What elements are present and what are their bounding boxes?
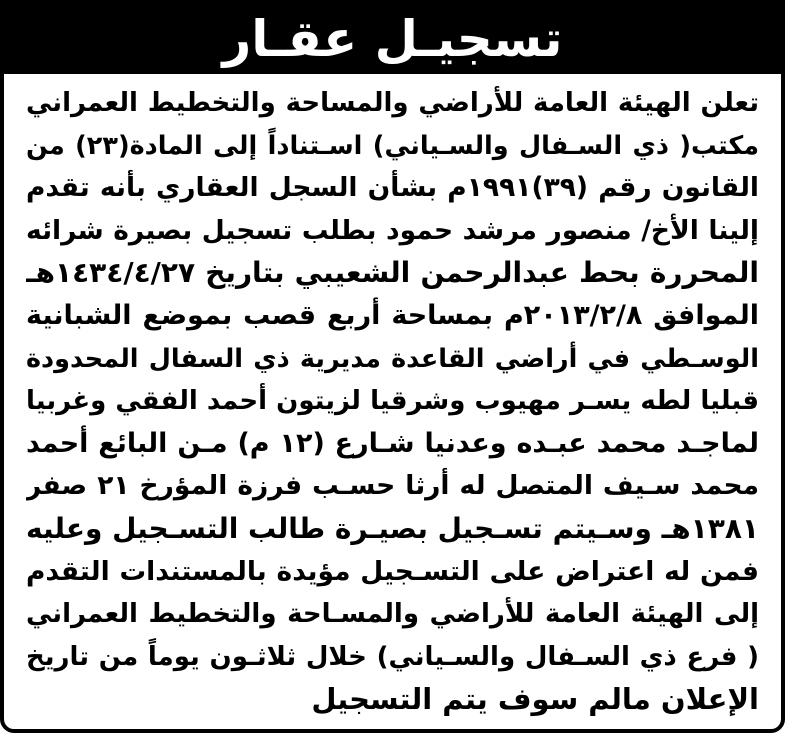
notice-line: الإعلان مالم سوف يتم التسجيل xyxy=(311,682,759,717)
notice-line: فمن له اعتراض على التسـجيل مؤيدة بالمستندات التقدم xyxy=(26,555,759,587)
notice-line: لماجـد محمد عبـده وعدنيا شـارع (١٢ م) مـن البائع أحمد xyxy=(26,427,759,459)
notice-line: تعلن الهيئة العامة للأراضي والمساحة والتخطيط العمراني xyxy=(26,88,759,118)
notice-line: ١٣٨١هـ وسـيتم تسـجيل بصيـرة طالب التسـجيل وعليه xyxy=(26,511,759,545)
notice-line: الموافق ٢٠١٣/٢/٨م بمساحة أربع قصب بموضع الشبانية xyxy=(26,299,759,331)
notice-line: القانون رقم (٣٩)١٩٩١م بشأن السجل العقاري بأنه تقدم xyxy=(26,172,759,204)
notice-line: إلى الهيئة العامة للأراضي والمسـاحة والتخطيط العمراني xyxy=(26,599,759,630)
notice-title: تسجيـل عقـار xyxy=(222,10,563,68)
notice-line: المحررة بحط عبدالرحمن الشعيبي بتاريخ ١٤٣٤/٤/٢٧هـ xyxy=(26,256,759,290)
notice-line: إلينا الأخ/ منصور مرشد حمود بطلب تسجيل بصيرة شرائه xyxy=(26,214,759,246)
notice-line: الوسـطي في أراضي القاعدة مديرية ذي السفال المحدودة xyxy=(26,343,759,374)
notice-header xyxy=(4,4,781,74)
notice-line: مكتب( ذي السـفال والسـياني) اسـتناداً إلى المادة(٢٣) من xyxy=(26,130,759,161)
notice-line: محمد سـيف المتصل له أرثا حسـب فرزة المؤرخ ٢١ صفر xyxy=(26,470,759,502)
notice-body xyxy=(26,82,759,721)
notice-line: قبليا لطه يسـر مهيوب وشرقيا لزيتون أحمد الفقي وغربيا xyxy=(26,386,759,417)
notice-line: ( فرع ذي السـفال والسـياني) خلال ثلاثـون يوماً من تاريخ xyxy=(26,641,759,672)
